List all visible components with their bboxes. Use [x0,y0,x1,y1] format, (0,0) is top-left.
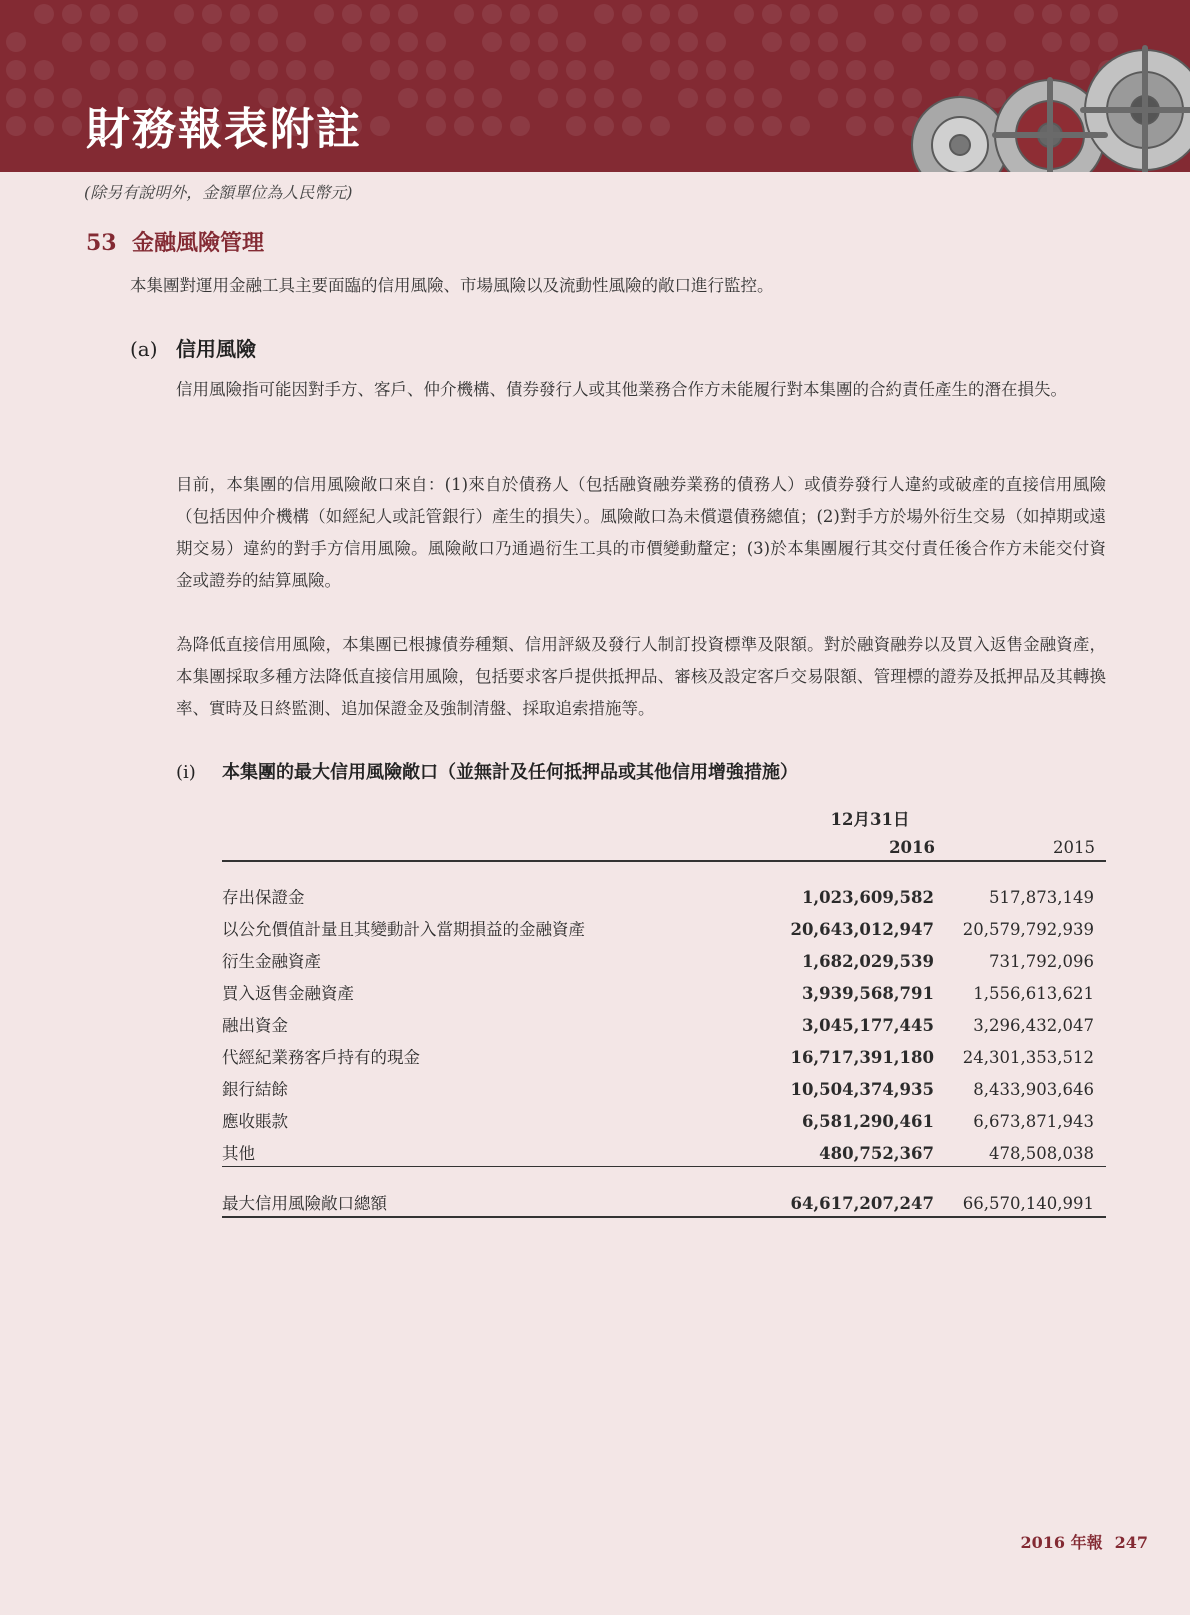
banner-dot [342,32,362,52]
row-label: 存出保證金 [222,888,305,907]
banner-dot [678,32,698,52]
banner-dot [398,60,418,80]
banner-dot [286,32,306,52]
section-number: 53 [86,230,117,256]
paragraph: 為降低直接信用風險，本集團已根據債券種類、信用評級及發行人制訂投資標準及限額。對於融資融券以及買入返售金融資產，本集團採取多種方法降低直接信用風險，包括要求客戶提供抵押品、審核及設定客戶交易限額、管理標的證券及抵押品及其轉換率、實時及日終監測、追加保證金及強制清盤、採取追索措施等。 [176,635,1106,718]
banner-dot [90,60,110,80]
banner-dot [706,32,726,52]
banner-dot [762,4,782,24]
banner-dot [1070,4,1090,24]
banner-dot [398,88,418,108]
table-row [222,1010,1106,1042]
banner-dot [538,32,558,52]
row-label: 應收賬款 [222,1112,288,1131]
row-label: 以公允價值計量且其變動計入當期損益的金融資產 [222,920,585,939]
banner-dot [1014,4,1034,24]
column-group-header: 12月31日 [830,810,910,829]
banner-dot [62,4,82,24]
row-value-2015: 478,508,038 [989,1144,1094,1163]
row-label: 代經紀業務客戶持有的現金 [222,1048,420,1067]
banner-dot [622,116,642,136]
banner-dot [426,116,446,136]
banner-dot [594,60,614,80]
banner-dot [314,60,334,80]
banner-dot [818,4,838,24]
banner-dot [874,116,894,136]
row-value-2015: 517,873,149 [989,888,1094,907]
row-value-2016: 480,752,367 [819,1144,934,1163]
banner-dot [874,60,894,80]
subsection-number: (a) [130,337,158,361]
banner-dot [146,32,166,52]
subsection-heading [130,333,256,362]
banner-dot [6,60,26,80]
banner-dot [790,60,810,80]
header-divider [222,860,1106,862]
banner-dot [846,60,866,80]
banner-dot [174,60,194,80]
banner-dot [426,88,446,108]
banner-dot [510,116,530,136]
table-number: (i) [176,762,196,783]
banner-dot [482,116,502,136]
table-heading [176,758,798,784]
banner-dot [118,60,138,80]
banner-dot [930,4,950,24]
table-row [222,1074,1106,1106]
banner-dot [566,60,586,80]
section-intro: 本集團對運用金融工具主要面臨的信用風險、市場風險以及流動性風險的敞口進行監控。 [130,276,774,295]
banner-dot [62,88,82,108]
banner-dot [202,32,222,52]
row-value-2015: 1,556,613,621 [973,984,1094,1003]
banner-dot [622,88,642,108]
banner-dot [482,88,502,108]
banner-dot [370,32,390,52]
banner-dot [594,88,614,108]
banner-dot [678,4,698,24]
row-value-2015: 8,433,903,646 [973,1080,1094,1099]
banner-dot [426,60,446,80]
header-banner [0,0,1190,172]
banner-dot [370,60,390,80]
banner-dot [510,4,530,24]
banner-dot [566,116,586,136]
banner-dot [790,4,810,24]
banner-dot [538,88,558,108]
banner-dot [118,4,138,24]
total-2015: 66,570,140,991 [962,1194,1094,1213]
banner-dot [482,4,502,24]
banner-dot [706,116,726,136]
banner-dot [538,60,558,80]
banner-dot [734,4,754,24]
row-label: 其他 [222,1144,255,1163]
banner-dot [230,32,250,52]
banner-dot [90,4,110,24]
banner-dot [958,4,978,24]
row-value-2015: 3,296,432,047 [973,1016,1094,1035]
total-2016: 64,617,207,247 [790,1194,934,1213]
row-value-2016: 1,682,029,539 [801,952,934,971]
row-label: 融出資金 [222,1016,288,1035]
banner-dot [846,88,866,108]
banner-dot [790,32,810,52]
banner-dot [230,4,250,24]
banner-dot [650,32,670,52]
banner-dot [62,116,82,136]
banner-dot [594,4,614,24]
row-label: 衍生金融資產 [222,952,321,971]
row-label: 銀行結餘 [222,1080,288,1099]
banner-dot [6,32,26,52]
banner-dot [314,4,334,24]
banner-dot [90,32,110,52]
unit-note: (除另有說明外，金額單位為人民幣元) [84,183,353,202]
row-value-2016: 3,939,568,791 [801,984,934,1003]
banner-dot [1098,4,1118,24]
banner-dot [650,4,670,24]
row-value-2015: 6,673,871,943 [973,1112,1094,1131]
banner-dot [566,88,586,108]
banner-dot [510,32,530,52]
banner-dot [706,60,726,80]
banner-dot [454,60,474,80]
banner-dot [818,88,838,108]
banner-dot [34,4,54,24]
banner-dot [706,88,726,108]
banner-dot [874,4,894,24]
banner-dot [1042,4,1062,24]
table-row [222,978,1106,1010]
banner-dot [762,88,782,108]
table-row [222,946,1106,978]
banner-dot [622,32,642,52]
banner-dot [762,32,782,52]
banner-dot [370,4,390,24]
banner-dot [370,116,390,136]
banner-dot [538,4,558,24]
banner-dot [202,4,222,24]
banner-dot [258,32,278,52]
gears-illustration [900,40,1190,172]
banner-dot [510,60,530,80]
banner-dot [874,88,894,108]
banner-dot [902,4,922,24]
banner-dot [650,116,670,136]
page-number: 247 [1114,1533,1148,1552]
banner-dot [482,32,502,52]
table-row [222,914,1106,946]
row-value-2016: 20,643,012,947 [790,920,934,939]
column-header-2015: 2015 [1053,838,1095,857]
banner-dot [734,60,754,80]
banner-dot [454,116,474,136]
banner-dot [342,4,362,24]
banner-dot [146,60,166,80]
banner-dot [230,60,250,80]
banner-dot [622,4,642,24]
banner-dot [174,4,194,24]
row-value-2015: 20,579,792,939 [962,920,1094,939]
row-value-2016: 6,581,290,461 [801,1112,934,1131]
banner-dot [678,60,698,80]
banner-dot [650,60,670,80]
column-header-2016: 2016 [889,838,935,857]
report-name: 2016 年報 [1020,1533,1103,1552]
banner-dot [762,116,782,136]
row-value-2015: 731,792,096 [989,952,1094,971]
banner-dot [566,32,586,52]
table-row [222,1042,1106,1074]
banner-dot [398,32,418,52]
banner-dot [846,32,866,52]
banner-dot [286,60,306,80]
banner-dot [818,60,838,80]
banner-dot [454,88,474,108]
row-value-2016: 3,045,177,445 [801,1016,934,1035]
row-label: 買入返售金融資產 [222,984,354,1003]
table-title: 本集團的最大信用風險敞口（並無計及任何抵押品或其他信用增強措施） [222,762,798,783]
paragraph: 信用風險指可能因對手方、客戶、仲介機構、債券發行人或其他業務合作方未能履行對本集團的合約責任產生的潛在損失。 [176,380,1067,399]
paragraph: 目前，本集團的信用風險敞口來自：(1)來自於債務人（包括融資融券業務的債務人）或債券發行人違約或破產的直接信用風險（包括因仲介機構（如經紀人或託管銀行）產生的損失）。風險敞口為未償還債務總值；(2)對手方於場外衍生交易（如掉期或遠期交易）違約的對手方信用風險。風險敞口乃通過衍生工具的市價變動釐定；(3)於本集團履行其交付責任後合作方未能交付資金或證券的結算風險。 [176,475,1106,590]
banner-dot [734,116,754,136]
banner-dot [34,60,54,80]
banner-dot [454,4,474,24]
banner-dot [62,32,82,52]
section-title: 金融風險管理 [132,230,265,256]
banner-dot [594,116,614,136]
banner-dot [398,4,418,24]
row-value-2015: 24,301,353,512 [962,1048,1094,1067]
table-row [222,1106,1106,1138]
banner-dot [426,32,446,52]
row-value-2016: 10,504,374,935 [790,1080,934,1099]
banner-dot [790,116,810,136]
banner-dot [678,88,698,108]
banner-dot [34,88,54,108]
subtotal-divider [222,1166,1106,1167]
banner-dot [258,4,278,24]
page-title: 財務報表附註 [86,104,362,155]
banner-dot [258,60,278,80]
banner-dot [34,116,54,136]
banner-dot [734,88,754,108]
banner-dot [846,116,866,136]
table-row [222,882,1106,914]
total-divider [222,1216,1106,1218]
banner-dot [118,32,138,52]
banner-dot [6,116,26,136]
total-label: 最大信用風險敞口總額 [222,1194,387,1213]
banner-dot [818,32,838,52]
page-footer [1020,1530,1148,1553]
subsection-title: 信用風險 [176,337,256,361]
banner-dot [6,88,26,108]
section-heading [86,226,264,257]
row-value-2016: 16,717,391,180 [790,1048,934,1067]
row-value-2016: 1,023,609,582 [801,888,934,907]
